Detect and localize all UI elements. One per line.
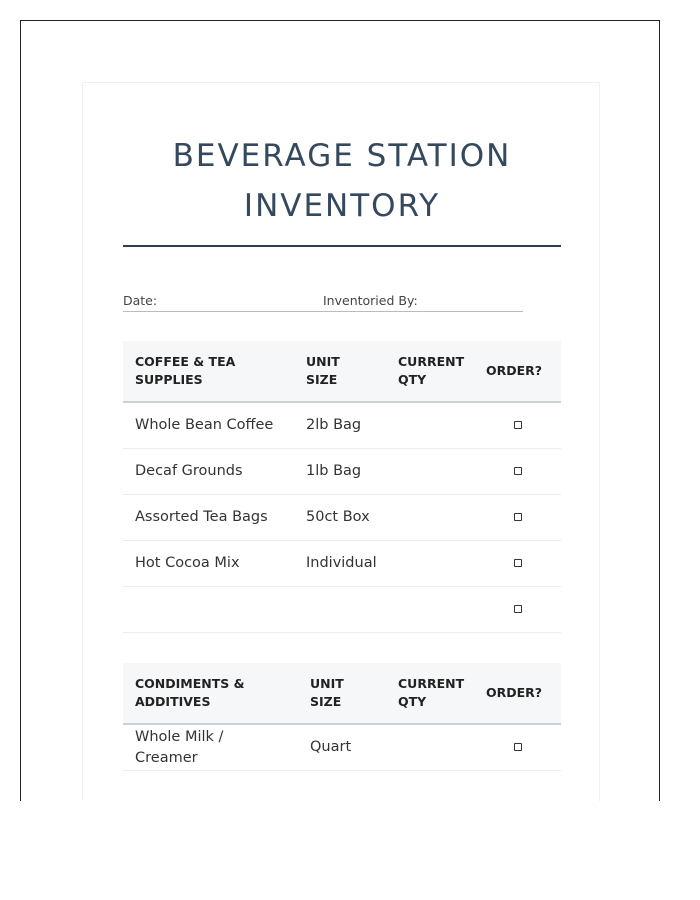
title-line-2: INVENTORY [243,188,441,224]
table-row [123,402,561,449]
date-label: Date: [123,293,158,308]
meta-row [123,291,523,312]
item-name: Whole Bean Coffee [123,402,294,449]
inventoried-by-label: Inventoried By: [323,293,418,308]
page-title [123,131,561,231]
header-order: ORDER? [474,663,561,724]
checkbox-icon[interactable] [514,605,522,613]
page-frame [20,20,660,801]
current-qty[interactable] [386,495,474,541]
header-unit-size: UNIT SIZE [294,341,386,402]
checkbox-icon[interactable] [514,513,522,521]
item-name: Whole Milk / Creamer [123,724,298,771]
current-qty[interactable] [386,724,474,771]
item-name: Decaf Grounds [123,449,294,495]
unit-size: 2lb Bag [294,402,386,449]
order-cell [474,587,561,633]
current-qty[interactable] [386,449,474,495]
title-divider [123,245,561,247]
unit-size[interactable] [294,587,386,633]
item-name: Hot Cocoa Mix [123,541,294,587]
inventory-sheet [82,82,600,801]
item-name: Assorted Tea Bags [123,495,294,541]
order-cell [474,724,561,771]
header-item: COFFEE & TEA SUPPLIES [123,341,294,402]
header-order: ORDER? [474,341,561,402]
table-row [123,449,561,495]
header-current-qty: CURRENT QTY [386,341,474,402]
unit-size: Individual [294,541,386,587]
order-cell [474,541,561,587]
table-row [123,541,561,587]
order-cell [474,449,561,495]
header-item: CONDIMENTS & ADDITIVES [123,663,298,724]
table-row [123,495,561,541]
item-name[interactable] [123,587,294,633]
checkbox-icon[interactable] [514,559,522,567]
unit-size: 50ct Box [294,495,386,541]
unit-size: 1lb Bag [294,449,386,495]
unit-size: Quart [298,724,386,771]
checkbox-icon[interactable] [514,743,522,751]
coffee-tea-table [123,341,561,633]
order-cell [474,495,561,541]
checkbox-icon[interactable] [514,467,522,475]
table-header-row [123,341,561,402]
header-current-qty: CURRENT QTY [386,663,474,724]
current-qty[interactable] [386,402,474,449]
table-row-empty [123,587,561,633]
current-qty[interactable] [386,541,474,587]
condiments-table [123,663,561,771]
current-qty[interactable] [386,587,474,633]
checkbox-icon[interactable] [514,421,522,429]
title-line-1: BEVERAGE STATION [172,138,512,174]
order-cell [474,402,561,449]
header-unit-size: UNIT SIZE [298,663,386,724]
table-header-row [123,663,561,724]
table-row [123,724,561,771]
